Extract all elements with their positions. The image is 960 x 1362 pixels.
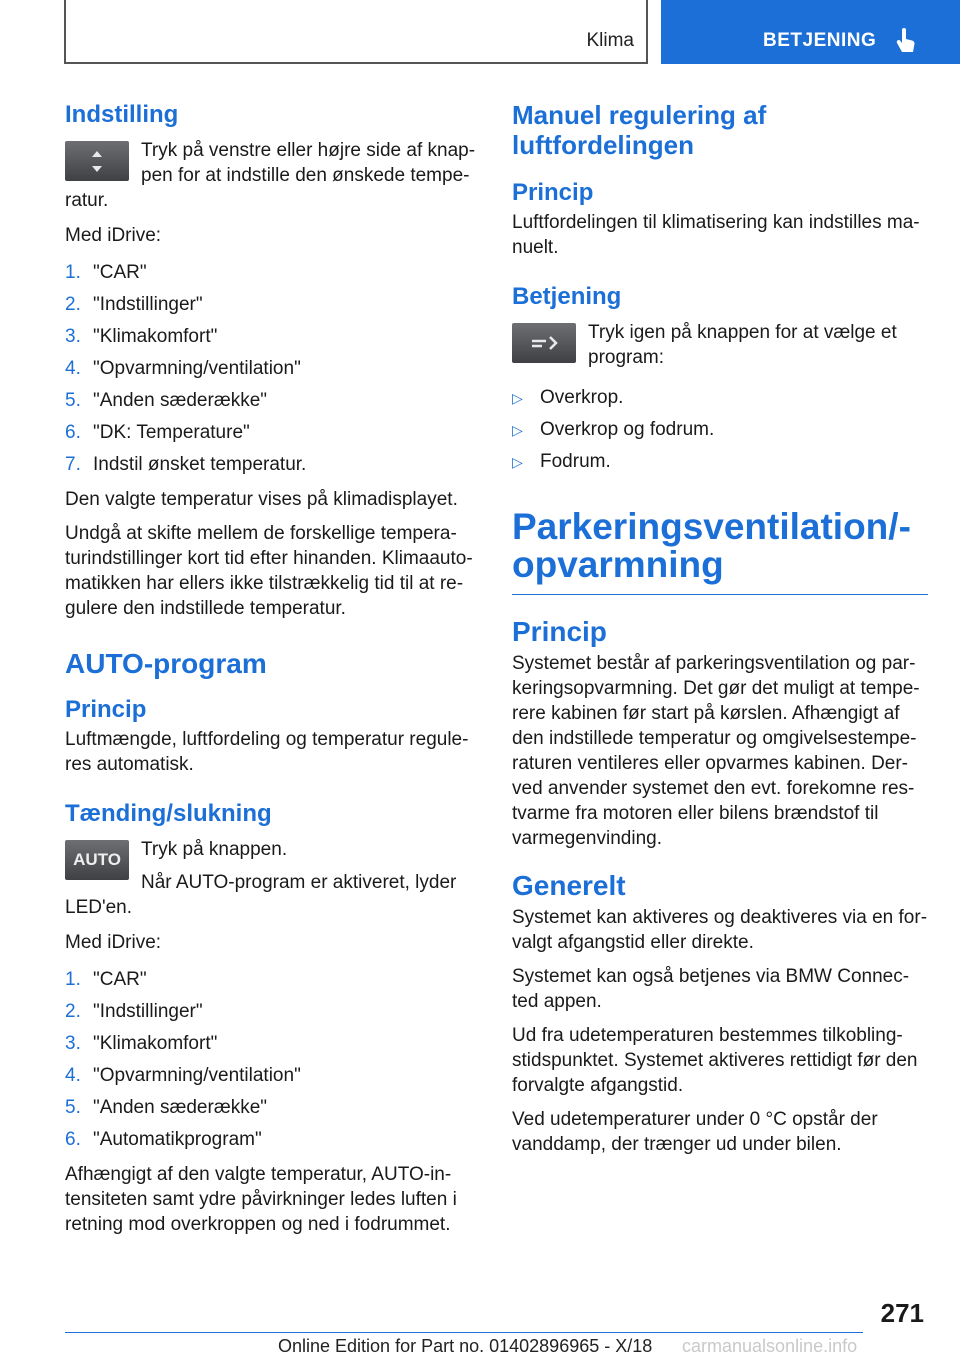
paragraph-valgte: Den valgte temperatur vises på klimadisplayet. <box>65 489 458 510</box>
auto-button-image <box>65 840 129 880</box>
heading-underline <box>512 594 928 595</box>
paragraph-undga: Undgå at skifte mellem de forskellige tempera-turindstillinger kort tid efter hinanden. Klimaauto-matikken har ellers ikke tilstrækkelig tid til at re-gulere den indstillede temperatur. <box>65 523 473 619</box>
taending-text-1: Tryk på knappen. <box>141 839 288 860</box>
paragraph-generelt-3: Ud fra udetemperaturen bestemmes tilkobling-stidspunktet. Systemet aktiveres rettidigt før den forvalgte afgangstid. <box>512 1025 918 1096</box>
med-idrive-label-2: Med iDrive: <box>65 932 162 953</box>
triangle-bullet-icon: ▷ <box>512 454 523 470</box>
heading-auto-program: AUTO-program <box>65 648 267 679</box>
taending-block <box>65 837 477 920</box>
list-item: 3. "Klimakomfort" <box>65 326 218 347</box>
list-item: 1. "CAR" <box>65 969 147 990</box>
idrive-steps-list-2 <box>65 964 477 1156</box>
list-item: ▷ Overkrop. <box>512 382 928 414</box>
triangle-bullet-icon: ▷ <box>512 390 523 406</box>
right-column <box>512 100 928 1166</box>
footer-edition: Online Edition for Part no. 01402896965 - X/18 <box>278 1336 653 1356</box>
taending-text-2: Når AUTO-program er aktiveret, lyder LED'en. <box>65 872 457 918</box>
auto-button-label: AUTO <box>73 850 121 869</box>
paragraph-princip-right: Luftfordelingen til klimatisering kan indstilles ma-nuelt. <box>512 212 920 258</box>
hand-pointer-icon <box>895 28 917 54</box>
heading-betjening: Betjening <box>512 283 622 310</box>
page-number: 271 <box>880 1298 924 1328</box>
list-item: 4. "Opvarmning/ventilation" <box>65 1065 301 1086</box>
list-item: ▷ Overkrop og fodrum. <box>512 414 928 446</box>
betjening-block <box>512 320 928 370</box>
list-item: 2. "Indstillinger" <box>65 1001 203 1022</box>
heading-princip-park: Princip <box>512 616 607 647</box>
heading-indstilling: Indstilling <box>65 101 179 128</box>
header-chapter-title: BETJENING <box>763 30 877 51</box>
heading-taending: Tænding/slukning <box>65 800 272 827</box>
idrive-steps-list-1 <box>65 257 477 481</box>
watermark: carmanualsonline.info <box>682 1336 858 1356</box>
header-chapter-tab <box>661 0 960 64</box>
footer-rule <box>65 1332 863 1333</box>
left-column <box>65 100 477 1246</box>
list-item: 5. "Anden sæderække" <box>65 390 268 411</box>
up-down-arrows-icon <box>65 141 129 181</box>
list-item: 3. "Klimakomfort" <box>65 1033 218 1054</box>
heading-manuel-regulering: Manuel regulering af luftfordelingen <box>512 100 767 160</box>
list-item: 6. "Automatikprogram" <box>65 1129 262 1150</box>
list-item: 2. "Indstillinger" <box>65 294 203 315</box>
med-idrive-label-1: Med iDrive: <box>65 225 162 246</box>
header-section-tab <box>64 0 648 64</box>
list-item: ▷ Fodrum. <box>512 446 928 478</box>
heading-princip-right: Princip <box>512 179 594 206</box>
heading-generelt: Generelt <box>512 870 626 901</box>
heading-parkeringsventilation: Parkeringsventilation/-opvarmning <box>512 506 911 585</box>
betjening-text: Tryk igen på knappen for at vælge et program: <box>588 322 897 368</box>
indstilling-block <box>65 138 477 213</box>
paragraph-generelt-1: Systemet kan aktiveres og deaktiveres via en for-valgt afgangstid eller direkte. <box>512 907 928 953</box>
heading-princip-left: Princip <box>65 696 147 723</box>
paragraph-generelt-4: Ved udetemperaturer under 0 °C opstår der vanddamp, der trænger ud under bilen. <box>512 1109 878 1155</box>
paragraph-generelt-2: Systemet kan også betjenes via BMW Connec-ted appen. <box>512 966 910 1012</box>
list-item: 5. "Anden sæderække" <box>65 1097 268 1118</box>
header-section-title: Klima <box>586 30 634 51</box>
program-list <box>512 382 928 478</box>
temperature-rocker-button-image <box>65 141 129 181</box>
list-item: 1. "CAR" <box>65 262 147 283</box>
list-item: 7. Indstil ønsket temperatur. <box>65 454 307 475</box>
indstilling-text: Tryk på venstre eller højre side af knap-pen for at indstille den ønskede tempe-ratur. <box>65 140 476 211</box>
paragraph-park: Systemet består af parkeringsventilation og par-keringsopvarmning. Det gør det muligt at tempe-rere kabinen før start på kørslen. Afhængigt af den indstillede temperatur og omgivelsestempe-raturen ventileres eller opvarmes kabinen. Der-ved anvender systemet den evt. forekomne res-tvarme fra motoren eller bilens brændstof til varmegenvinding. <box>512 653 920 849</box>
list-item: 4. "Opvarmning/ventilation" <box>65 358 301 379</box>
triangle-bullet-icon: ▷ <box>512 422 523 438</box>
air-distribution-icon <box>512 323 576 363</box>
list-item: 6. "DK: Temperature" <box>65 422 250 443</box>
air-distribution-button-image <box>512 323 576 363</box>
paragraph-princip-left: Luftmængde, luftfordeling og temperatur regule-res automatisk. <box>65 729 469 775</box>
paragraph-afhaengigt: Afhængigt af den valgte temperatur, AUTO-in-tensiteten samt ydre påvirkninger ledes luften i retning mod overkroppen og ned i fodrummet. <box>65 1164 457 1235</box>
